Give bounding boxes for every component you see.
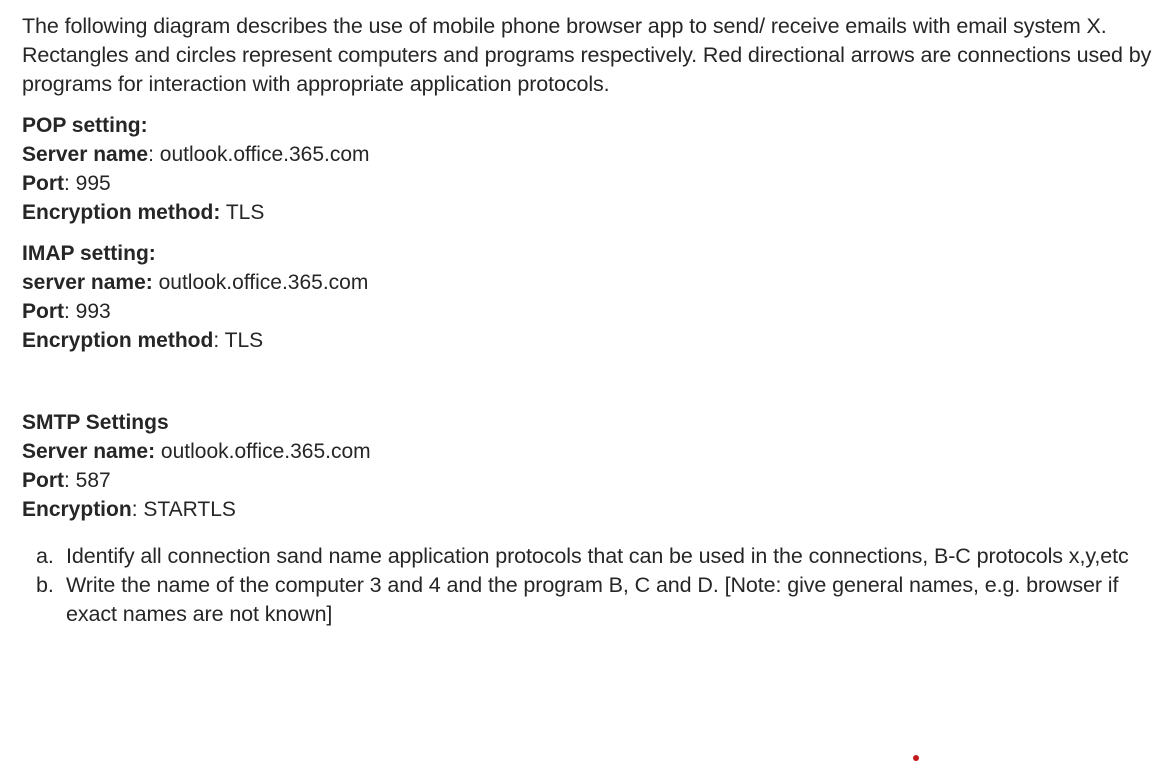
- pop-server-label: Server name: [22, 143, 149, 166]
- smtp-server-value: outlook.office.365.com: [160, 440, 371, 463]
- imap-encryption-sep: :: [213, 329, 225, 352]
- smtp-port-row: [22, 466, 1157, 495]
- pop-encryption-value: TLS: [225, 201, 265, 224]
- imap-server-label: server name:: [22, 271, 153, 294]
- imap-encryption-row: [22, 326, 1157, 355]
- imap-title: IMAP setting:: [22, 242, 156, 265]
- pop-port-row: [22, 169, 1157, 198]
- red-dot-mark: [913, 755, 919, 761]
- smtp-encryption-row: [22, 495, 1157, 524]
- question-b-text: Write the name of the computer 3 and 4 and the program B, C and D. [Note: give general names, e.g. browser if exact names are not known]: [66, 573, 1119, 626]
- question-b: [22, 571, 1157, 629]
- smtp-title: SMTP Settings: [22, 411, 169, 434]
- imap-port-value: 993: [75, 300, 111, 323]
- pop-port-sep: :: [64, 172, 76, 195]
- question-list: [22, 542, 1157, 629]
- imap-port-sep: :: [64, 300, 76, 323]
- imap-port-label: Port: [22, 300, 64, 323]
- pop-port-value: 995: [75, 172, 111, 195]
- pop-encryption-label: Encryption method:: [22, 201, 221, 224]
- imap-encryption-value: TLS: [224, 329, 264, 352]
- imap-encryption-label: Encryption method: [22, 329, 214, 352]
- imap-settings: [22, 239, 1157, 355]
- question-b-marker: b.: [36, 573, 54, 597]
- pop-server-sep: :: [148, 143, 160, 166]
- smtp-settings: [22, 408, 1157, 524]
- smtp-port-sep: :: [64, 469, 76, 492]
- question-a-marker: a.: [36, 544, 54, 568]
- pop-encryption-row: [22, 198, 1157, 227]
- imap-server-row: [22, 268, 1157, 297]
- smtp-server-label: Server name:: [22, 440, 156, 463]
- question-a-text: Identify all connection sand name application protocols that can be used in the connections, B-C protocols x,y,etc: [66, 544, 1129, 568]
- smtp-encryption-value: STARTLS: [143, 498, 236, 521]
- smtp-encryption-label: Encryption: [22, 498, 132, 521]
- pop-settings: [22, 111, 1157, 227]
- pop-title: POP setting:: [22, 114, 148, 137]
- intro-paragraph: The following diagram describes the use of mobile phone browser app to send/ receive emails with email system X. Rectangles and circles represent computers and programs respectively. Red directional arrows are connections used by programs for interaction with appropriate application protocols.: [22, 14, 1152, 96]
- question-a: [22, 542, 1157, 571]
- smtp-encryption-sep: :: [131, 498, 144, 521]
- imap-port-row: [22, 297, 1157, 326]
- smtp-port-value: 587: [75, 469, 111, 492]
- document-body: [22, 12, 1157, 629]
- imap-server-value: outlook.office.365.com: [158, 271, 369, 294]
- smtp-port-label: Port: [22, 469, 64, 492]
- pop-port-label: Port: [22, 172, 64, 195]
- pop-server-value: outlook.office.365.com: [159, 143, 370, 166]
- pop-server-row: [22, 140, 1157, 169]
- smtp-server-row: [22, 437, 1157, 466]
